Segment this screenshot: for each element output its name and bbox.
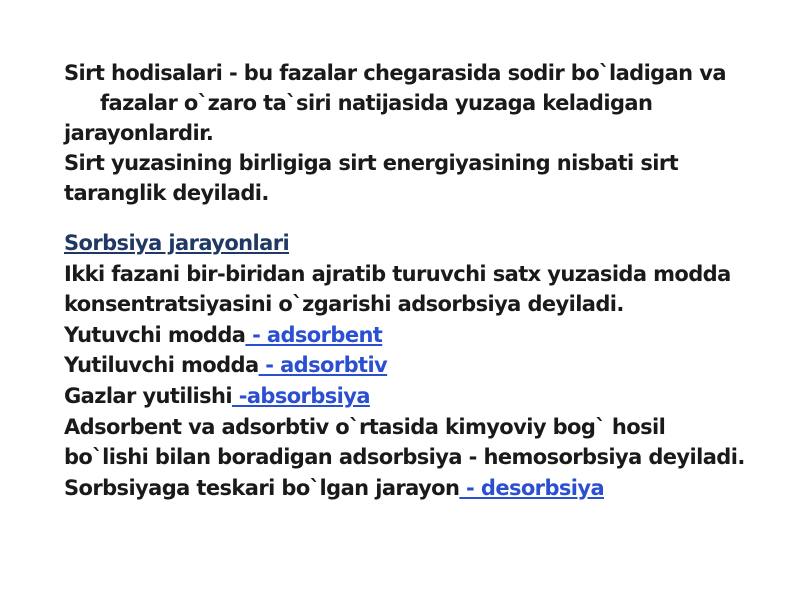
chemisorption-line: Adsorbent va adsorbtiv o`rtasida kimyoviy bog` hosil: [64, 414, 666, 439]
definition-line: Ikki fazani bir-biridan ajratib turuvchi satx yuzasida modda: [64, 261, 731, 286]
sorption-heading: Sorbsiya jarayonlari: [64, 231, 290, 255]
intro-line: taranglik deyiladi.: [64, 181, 269, 205]
term-label: Yutiluvchi modda: [64, 353, 259, 378]
adsorbtiv-link[interactable]: - adsorbtiv: [258, 353, 388, 378]
term-row-desorbsiya: [64, 473, 774, 504]
intro-line: Sirt hodisalari - bu fazalar chegarasida sodir bo`ladigan va: [64, 61, 726, 85]
term-label: Sorbsiyaga teskari bo`lgan jarayon: [64, 475, 460, 500]
sorption-section: [64, 228, 774, 503]
adsorbent-link[interactable]: - adsorbent: [245, 322, 383, 347]
desorbsiya-link[interactable]: - desorbsiya: [459, 475, 605, 500]
intro-line: fazalar o`zaro ta`siri natijasida yuzaga keladigan: [100, 91, 653, 115]
absorbsiya-link[interactable]: -absorbsiya: [232, 383, 370, 408]
term-row-absorbsiya: [64, 381, 774, 412]
intro-line: Sirt yuzasining birligiga sirt energiyasining nisbati sirt: [64, 151, 679, 175]
term-row-adsorbent: [64, 320, 774, 351]
term-label: Gazlar yutilishi: [64, 383, 232, 408]
term-label: Yutuvchi modda: [64, 322, 246, 347]
chemisorption-line: bo`lishi bilan boradigan adsorbsiya - hemosorbsiya deyiladi.: [64, 445, 745, 470]
intro-line: jarayonlardir.: [64, 121, 214, 145]
section-heading-row: [64, 228, 774, 259]
definition-line: konsentratsiyasini o`zgarishi adsorbsiya deyiladi.: [64, 292, 624, 317]
term-row-adsorbtiv: [64, 350, 774, 381]
intro-paragraph: [64, 58, 774, 208]
